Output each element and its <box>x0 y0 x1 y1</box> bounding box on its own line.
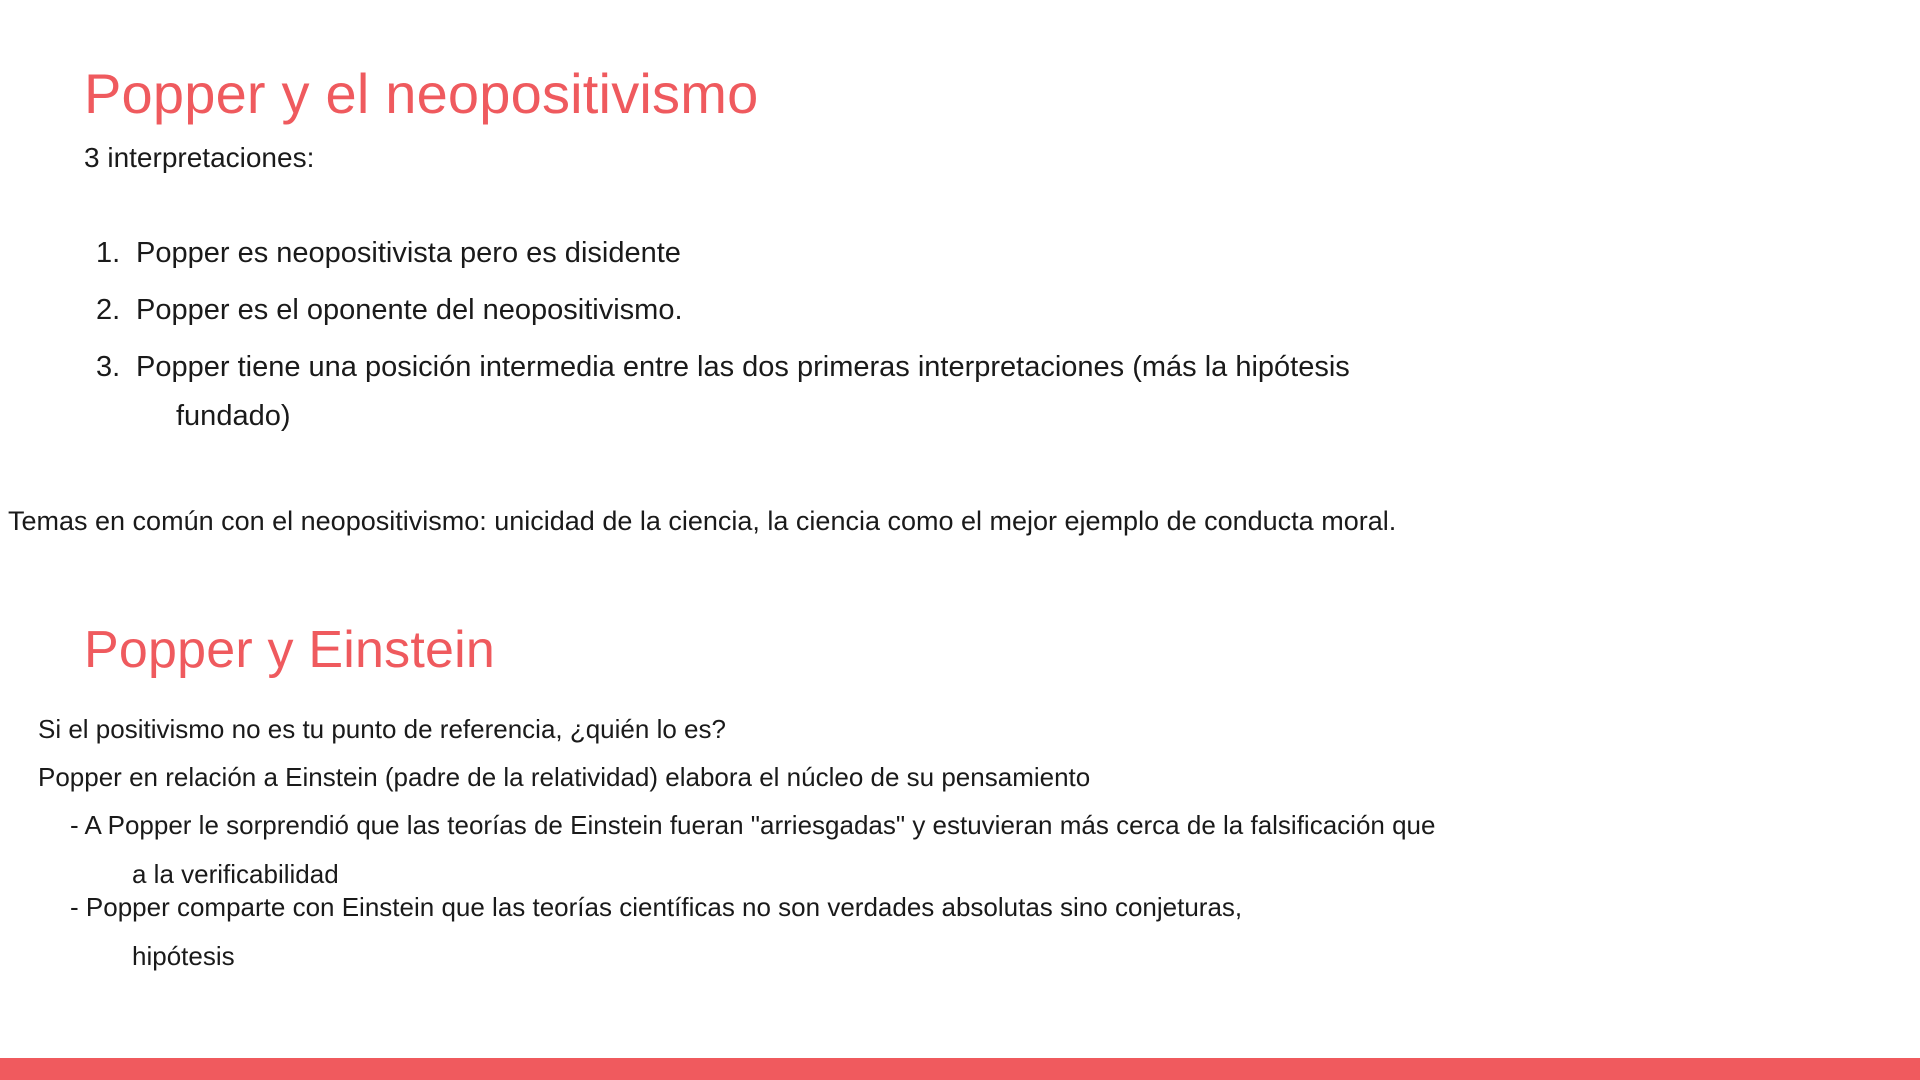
question-text: Si el positivismo no es tu punto de referencia, ¿quién lo es? <box>38 714 726 744</box>
dash-bullet <box>70 890 1870 974</box>
dash-bullet-label: Popper comparte con Einstein que las teorías científicas no son verdades absolutas sino conjeturas, <box>85 892 1243 922</box>
list-item <box>96 287 1856 334</box>
list-item <box>96 230 1856 277</box>
dash-bullet <box>70 808 1870 892</box>
list-item <box>96 344 1856 440</box>
dash-marker: - <box>70 810 79 840</box>
list-item-number: 3. <box>96 350 121 383</box>
list-item-label: Popper tiene una posición intermedia entre las dos primeras interpretaciones (más la hipótesis <box>136 350 1350 383</box>
dash-marker: - <box>70 892 79 922</box>
footer-accent-bar <box>0 1058 1920 1080</box>
section-title-popper-einstein: Popper y Einstein <box>84 621 495 680</box>
intro-text: 3 interpretaciones: <box>84 142 315 173</box>
list-item-continuation: fundado) <box>176 399 291 432</box>
dash-bullet-continuation: hipótesis <box>132 941 235 972</box>
dash-bullet-continuation: a la verificabilidad <box>132 859 339 890</box>
list-item-number: 1. <box>96 237 121 269</box>
list-item-label: Popper es el oponente del neopositivismo. <box>136 293 683 326</box>
list-item-label: Popper es neopositivista pero es disidente <box>136 237 681 269</box>
interpretations-list <box>96 230 1856 450</box>
dash-bullet-label: A Popper le sorprendió que las teorías de Einstein fueran "arriesgadas" y estuvieran más cerca de la falsificación que <box>84 810 1436 840</box>
list-item-number: 2. <box>96 293 121 326</box>
common-themes-text: Temas en común con el neopositivismo: unicidad de la ciencia, la ciencia como el mejor ejemplo de conducta moral. <box>8 506 1397 536</box>
page-title: Popper y el neopositivismo <box>84 61 759 125</box>
relation-text: Popper en relación a Einstein (padre de la relatividad) elabora el núcleo de su pensamiento <box>38 762 1091 792</box>
